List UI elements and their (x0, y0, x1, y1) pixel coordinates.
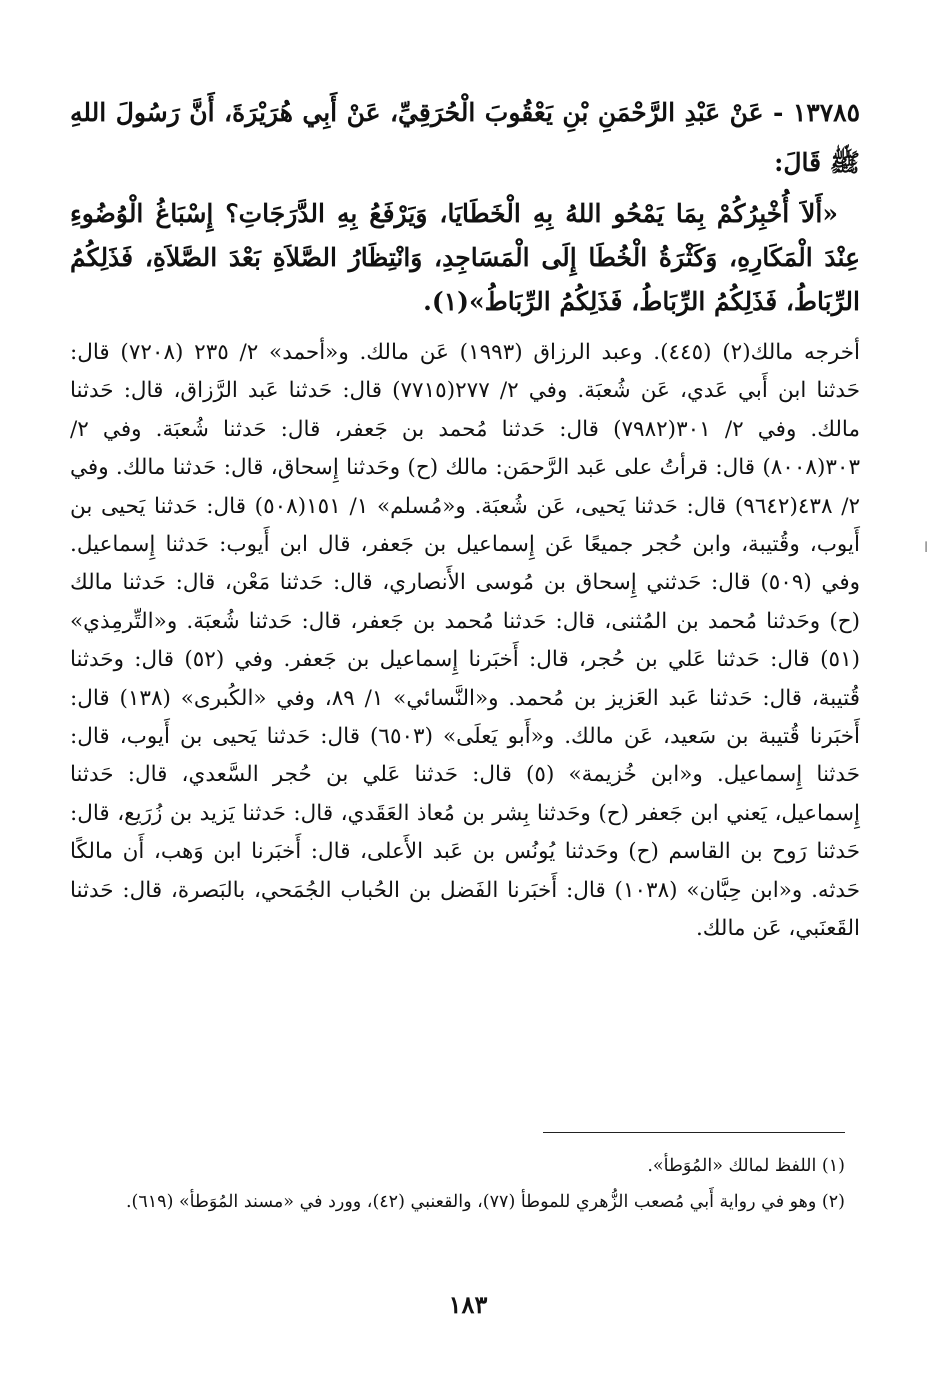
page-number: ١٨٣ (448, 1290, 488, 1319)
page-body (70, 88, 860, 949)
footnote-divider (543, 1132, 845, 1133)
footnote-1: (١) اللفظ لمالك «المُوَطأ». (647, 1156, 845, 1176)
footnotes (70, 1150, 845, 1222)
margin-mark: ا (924, 540, 928, 556)
hadith-intro: ١٣٧٨٥ - عَنْ عَبْدِ الرَّحْمَنِ بْنِ يَعْقُوبَ الْحُرَقِيِّ، عَنْ أَبِي هُرَيْرَةَ، أَنَّ رَسُولَ اللهِ ﷺ قَالَ: (70, 98, 860, 177)
footnote-2: (٢) وهو في رواية أَبي مُصعب الزُّهري للموطأ (٧٧)، والقعنبي (٤٢)، وورد في «مسند المُوَطأ» (٦١٩). (125, 1192, 845, 1212)
takhrij-block (70, 334, 860, 949)
hadith-text: «أَلاَ أُخْبِرُكُمْ بِمَا يَمْحُو اللهُ بِهِ الْخَطَايَا، وَيَرْفَعُ بِهِ الدَّرَجَاتِ؟ إِسْبَاغُ الْوُضُوءِ عِنْدَ الْمَكَارِهِ، وَكَثْرَةُ الْخُطَا إِلَى الْمَسَاجِدِ، وَانْتِظَارُ الصَّلاَةِ بَعْدَ الصَّلاَةِ، فَذَلِكُمُ الرِّبَاطُ، فَذَلِكُمُ الرِّبَاطُ، فَذَلِكُمُ الرِّبَاطُ»(١). (70, 199, 860, 316)
takhrij-text: أخرجه مالك(٢) (٤٤٥). وعبد الرزاق (١٩٩٣) عَن مالك. و«أحمد» ٢/ ٢٣٥ (٧٢٠٨) قال: حَدثنا ابن أَبي عَدي، عَن شُعبَة. وفي ٢/ ٢٧٧(٧٧١٥) قال: حَدثنا عَبد الرَّزاق، قال: حَدثنا مالك. وفي ٢/ ٣٠١(٧٩٨٢) قال: حَدثنا مُحمد بن جَعفر، قال: حَدثنا شُعبَة. وفي ٢/ ٣٠٣(٨٠٠٨) قال: قرأتُ على عَبد الرَّحمَن: مالك (ح) وحَدثنا إِسحاق، قال: حَدثنا مالك. وفي ٢/ ٤٣٨(٩٦٤٢) قال: حَدثنا يَحيى، عَن شُعبَة. و«مُسلم» ١/ ١٥١(٥٠٨) قال: حَدثنا يَحيى بن أَيوب، وقُتيبة، وابن حُجر جميعًا عَن إِسماعيل بن جَعفر، قال ابن أَيوب: حَدثنا إِسماعيل. وفي (٥٠٩) قال: حَدثني إِسحاق بن مُوسى الأَنصاري، قال: حَدثنا مَعْن، قال: حَدثنا مالك (ح) وحَدثنا مُحمد بن المُثنى، قال: حَدثنا مُحمد بن جَعفر، قال: حَدثنا شُعبَة. و«التِّرمِذي» (٥١) قال: حَدثنا عَلي بن حُجر، قال: أَخبَرنا إِسماعيل بن جَعفر. وفي (٥٢) قال: وحَدثنا قُتيبة، قال: حَدثنا عَبد العَزيز بن مُحمد. و«النَّسائي» ١/ ٨٩، وفي «الكُبرى» (١٣٨) قال: أَخبَرنا قُتيبة بن سَعيد، عَن مالك. و«أَبو يَعلَى» (٦٥٠٣) قال: حَدثنا يَحيى بن أَيوب، قال: حَدثنا إِسماعيل. و«ابن خُزيمة» (٥) قال: حَدثنا عَلي بن حُجر السَّعدي، قال: حَدثنا إِسماعيل، يَعني ابن جَعفر (ح) وحَدثنا بِشر بن مُعاذ العَقَدي، قال: حَدثنا يَزيد بن زُرَيع، قال: حَدثنا رَوح بن القاسم (ح) وحَدثنا يُونُس بن عَبد الأَعلى، قال: أَخبَرنا ابن وَهب، أَن مالكًا حَدثه. و«ابن حِبَّان» (١٠٣٨) قال: أَخبَرنا الفَضل بن الحُباب الجُمَحي، بالبَصرة، قال: حَدثنا القَعنَبي، عَن مالك. (70, 340, 861, 942)
hadith-text-block (70, 192, 860, 324)
